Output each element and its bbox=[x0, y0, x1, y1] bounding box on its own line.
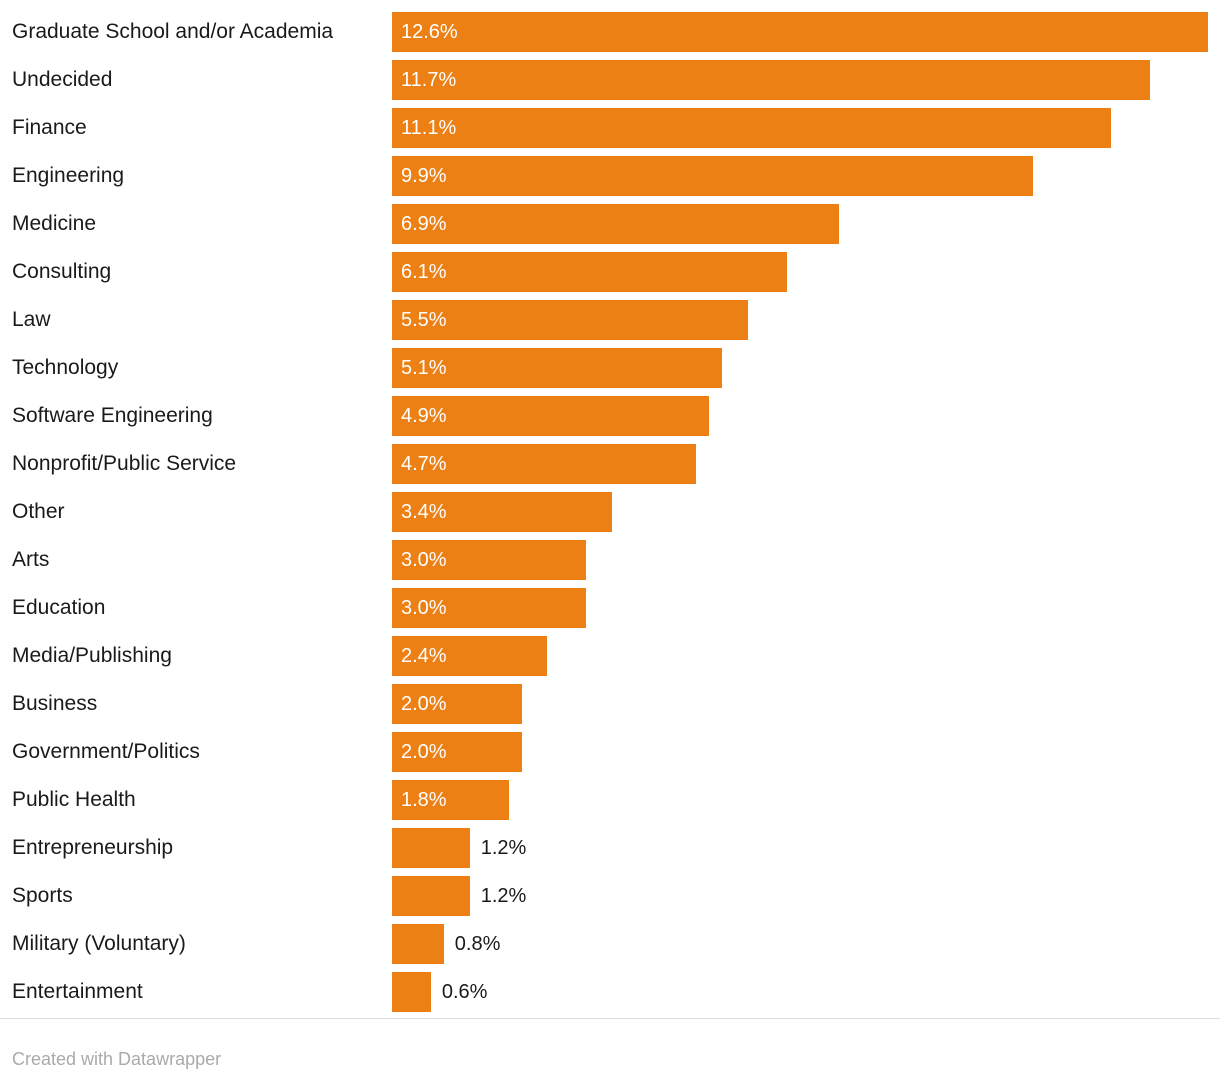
bar-track bbox=[392, 204, 1220, 244]
bar-row bbox=[0, 8, 1220, 56]
bar-category-label: Consulting bbox=[12, 260, 112, 283]
bar bbox=[392, 12, 1208, 52]
bar-value-label: 2.0% bbox=[401, 693, 447, 715]
bar-track bbox=[392, 732, 1220, 772]
bar-value-label: 1.2% bbox=[480, 837, 527, 859]
bar bbox=[392, 204, 839, 244]
bar-category-label: Entrepreneurship bbox=[12, 836, 174, 859]
bar-row bbox=[0, 344, 1220, 392]
bar bbox=[392, 972, 431, 1012]
bar-track bbox=[392, 444, 1220, 484]
bar-value-label: 4.7% bbox=[401, 453, 447, 475]
bar-category-label: Undecided bbox=[12, 68, 113, 91]
bar-track bbox=[392, 156, 1220, 196]
bar-row bbox=[0, 536, 1220, 584]
bar-category-label: Software Engineering bbox=[12, 404, 213, 427]
bar-track bbox=[392, 636, 1220, 676]
bar-value-label: 11.1% bbox=[401, 117, 457, 139]
bar-value-label: 6.1% bbox=[401, 261, 447, 283]
bar-track bbox=[392, 300, 1220, 340]
bar-value-label: 3.4% bbox=[401, 501, 447, 523]
bar-row bbox=[0, 584, 1220, 632]
bar-row bbox=[0, 392, 1220, 440]
bar-row bbox=[0, 680, 1220, 728]
chart-baseline bbox=[0, 1018, 1220, 1019]
bar-category-label: Technology bbox=[12, 356, 119, 379]
bar-row bbox=[0, 200, 1220, 248]
bar-category-label: Law bbox=[12, 308, 51, 331]
bar-row bbox=[0, 632, 1220, 680]
bar-value-label: 3.0% bbox=[401, 549, 447, 571]
bar-value-label: 2.4% bbox=[401, 645, 447, 667]
bar-row bbox=[0, 872, 1220, 920]
bar bbox=[392, 348, 722, 388]
bar-track bbox=[392, 924, 1220, 964]
bar-value-label: 12.6% bbox=[401, 21, 458, 43]
bar-track bbox=[392, 588, 1220, 628]
bar-track bbox=[392, 12, 1220, 52]
bar-value-label: 3.0% bbox=[401, 597, 447, 619]
bar-row bbox=[0, 296, 1220, 344]
bar bbox=[392, 780, 509, 820]
bar bbox=[392, 876, 470, 916]
bar-row bbox=[0, 248, 1220, 296]
bar bbox=[392, 252, 787, 292]
bar bbox=[392, 396, 709, 436]
bar-category-label: Graduate School and/or Academia bbox=[12, 20, 334, 43]
bar-track bbox=[392, 348, 1220, 388]
bar-value-label: 2.0% bbox=[401, 741, 447, 763]
bar bbox=[392, 588, 586, 628]
bar-value-label: 4.9% bbox=[401, 405, 447, 427]
bar bbox=[392, 300, 748, 340]
bar-category-label: Entertainment bbox=[12, 980, 143, 1003]
bar-track bbox=[392, 108, 1220, 148]
bar-category-label: Arts bbox=[12, 548, 50, 571]
bar bbox=[392, 108, 1111, 148]
bar-value-label: 11.7% bbox=[401, 69, 457, 91]
bar bbox=[392, 732, 522, 772]
bar-track bbox=[392, 780, 1220, 820]
bar-value-label: 5.5% bbox=[401, 309, 447, 331]
bar-row bbox=[0, 488, 1220, 536]
bar bbox=[392, 684, 522, 724]
bar-category-label: Education bbox=[12, 596, 106, 619]
bar-row bbox=[0, 728, 1220, 776]
bar-track bbox=[392, 828, 1220, 868]
bar-row bbox=[0, 776, 1220, 824]
bar-row bbox=[0, 152, 1220, 200]
bar bbox=[392, 60, 1150, 100]
bar-category-label: Military (Voluntary) bbox=[12, 932, 186, 955]
bar-category-label: Sports bbox=[12, 884, 73, 907]
bar-row bbox=[0, 56, 1220, 104]
bar-row bbox=[0, 968, 1220, 1016]
bar-category-label: Nonprofit/Public Service bbox=[12, 452, 237, 475]
bar-category-label: Medicine bbox=[12, 212, 97, 235]
bar-value-label: 0.8% bbox=[454, 933, 501, 955]
bar-value-label: 1.8% bbox=[401, 789, 447, 811]
bar-row bbox=[0, 104, 1220, 152]
bar-category-label: Media/Publishing bbox=[12, 644, 172, 667]
bar-row bbox=[0, 920, 1220, 968]
bar-value-label: 5.1% bbox=[401, 357, 447, 379]
bar-track bbox=[392, 684, 1220, 724]
bar bbox=[392, 156, 1033, 196]
bar-value-label: 0.6% bbox=[441, 981, 488, 1003]
bar bbox=[392, 492, 612, 532]
bar-track bbox=[392, 252, 1220, 292]
bar bbox=[392, 636, 547, 676]
bar-category-label: Government/Politics bbox=[12, 740, 200, 763]
chart-credit: Created with Datawrapper bbox=[12, 1049, 222, 1069]
bar-value-label: 1.2% bbox=[480, 885, 527, 907]
bar-track bbox=[392, 540, 1220, 580]
bar-value-label: 6.9% bbox=[401, 213, 447, 235]
bar-track bbox=[392, 876, 1220, 916]
bar-track bbox=[392, 492, 1220, 532]
bar-category-label: Public Health bbox=[12, 788, 136, 811]
bar bbox=[392, 924, 444, 964]
bar-category-label: Business bbox=[12, 692, 98, 715]
bar-row bbox=[0, 824, 1220, 872]
bar-track bbox=[392, 972, 1220, 1012]
bar-track bbox=[392, 396, 1220, 436]
bar-category-label: Other bbox=[12, 500, 65, 523]
bar bbox=[392, 444, 696, 484]
bar-track bbox=[392, 60, 1220, 100]
chart-plot-area bbox=[0, 8, 1220, 1016]
bar-category-label: Engineering bbox=[12, 164, 125, 187]
bar-value-label: 9.9% bbox=[401, 165, 447, 187]
bar-category-label: Finance bbox=[12, 116, 87, 139]
bar bbox=[392, 540, 586, 580]
bar bbox=[392, 828, 470, 868]
bar-row bbox=[0, 440, 1220, 488]
